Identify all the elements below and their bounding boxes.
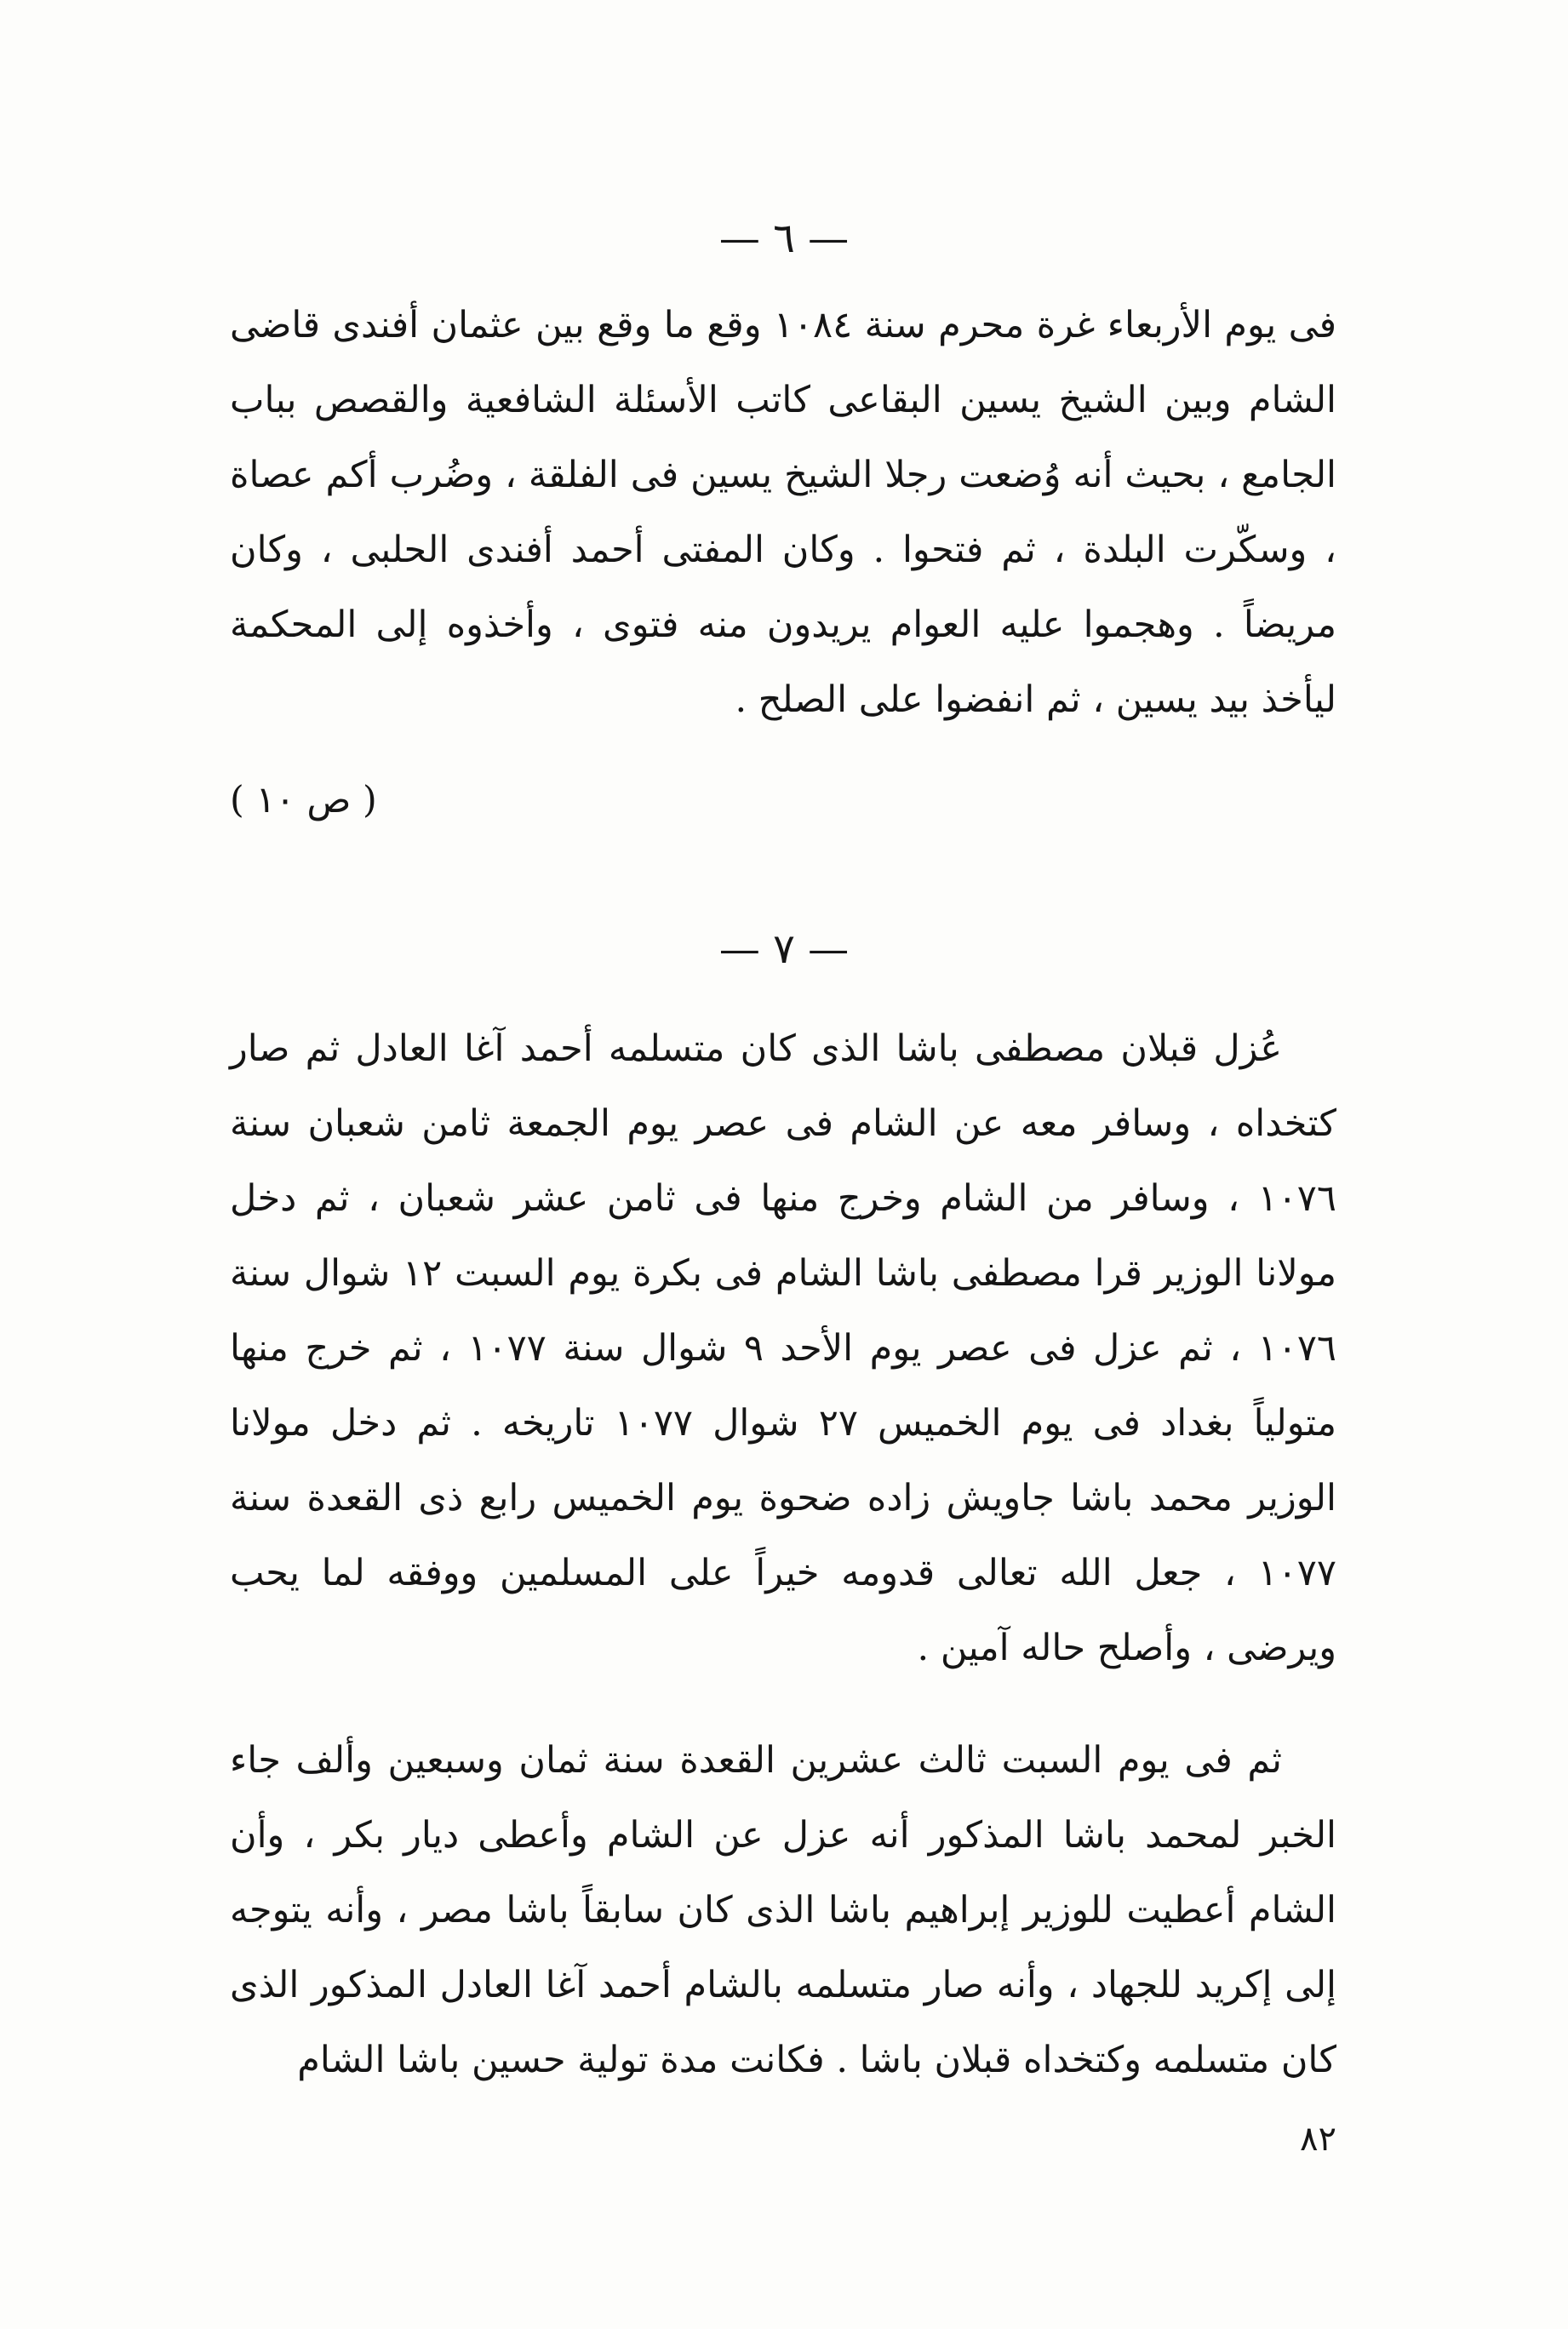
- section-7-paragraph-2: ثم فى يوم السبت ثالث عشرين القعدة سنة ثمان وسبعين وألف جاء الخبر لمحمد باشا المذكور أنه عزل عن الشام وأعطى ديار بكر ، وأن الشام أعطيت للوزير إبراهيم باشا الذى كان سابقاً باشا مصر ، وأنه يتوجه إلى إكريد للجهاد ، وأنه صار متسلمه بالشام أحمد آغا العادل المذكور الذى كان متسلمه وكتخداه قبلان باشا . فكانت مدة تولية حسين باشا الشام: [230, 1739, 1336, 2081]
- section-6-reference: ( ص ١٠ ): [230, 779, 377, 821]
- section-6-paragraph-1: فى يوم الأربعاء غرة محرم سنة ١٠٨٤ وقع ما وقع بين عثمان أفندى قاضى الشام وبين الشيخ يسين البقاعى كاتب الأسئلة الشافعية والقصص بباب الجامع ، بحيث أنه وُضعت رجلا الشيخ يسين فى الفلقة ، وضُرب أكم عصاة ، وسكّرت البلدة ، ثم فتحوا . وكان المفتى أحمد أفندى الحلبى ، وكان مريضاً . وهجموا عليه العوام يريدون منه فتوى ، وأخذوه إلى المحكمة ليأخذ بيد يسين ، ثم انفضوا على الصلح .: [230, 304, 1337, 721]
- section-7-body: [230, 1011, 1336, 2097]
- section-7-paragraph-1: عُزل قبلان مصطفى باشا الذى كان متسلمه أحمد آغا العادل ثم صار كتخداه ، وسافر معه عن الشام فى عصر يوم الجمعة ثامن شعبان سنة ١٠٧٦ ، وسافر من الشام وخرج منها فى ثامن عشر شعبان ، ثم دخل مولانا الوزير قرا مصطفى باشا الشام فى بكرة يوم السبت ١٢ شوال سنة ١٠٧٦ ، ثم عزل فى عصر يوم الأحد ٩ شوال سنة ١٠٧٧ ، ثم خرج منها متولياً بغداد فى يوم الخميس ٢٧ شوال ١٠٧٧ تاريخه . ثم دخل مولانا الوزير محمد باشا جاويش زاده ضحوة يوم الخميس رابع ذى القعدة سنة ١٠٧٧ ، جعل الله تعالى قدومه خيراً على المسلمين ووفقه لما يحب ويرضى ، وأصلح حاله آمين .: [230, 1027, 1337, 1669]
- section-6-body: [230, 288, 1336, 737]
- section-7-number: — ٧ —: [718, 925, 850, 973]
- page-footer-number: ٨٢: [1300, 2120, 1336, 2159]
- section-6-number: — ٦ —: [718, 215, 850, 262]
